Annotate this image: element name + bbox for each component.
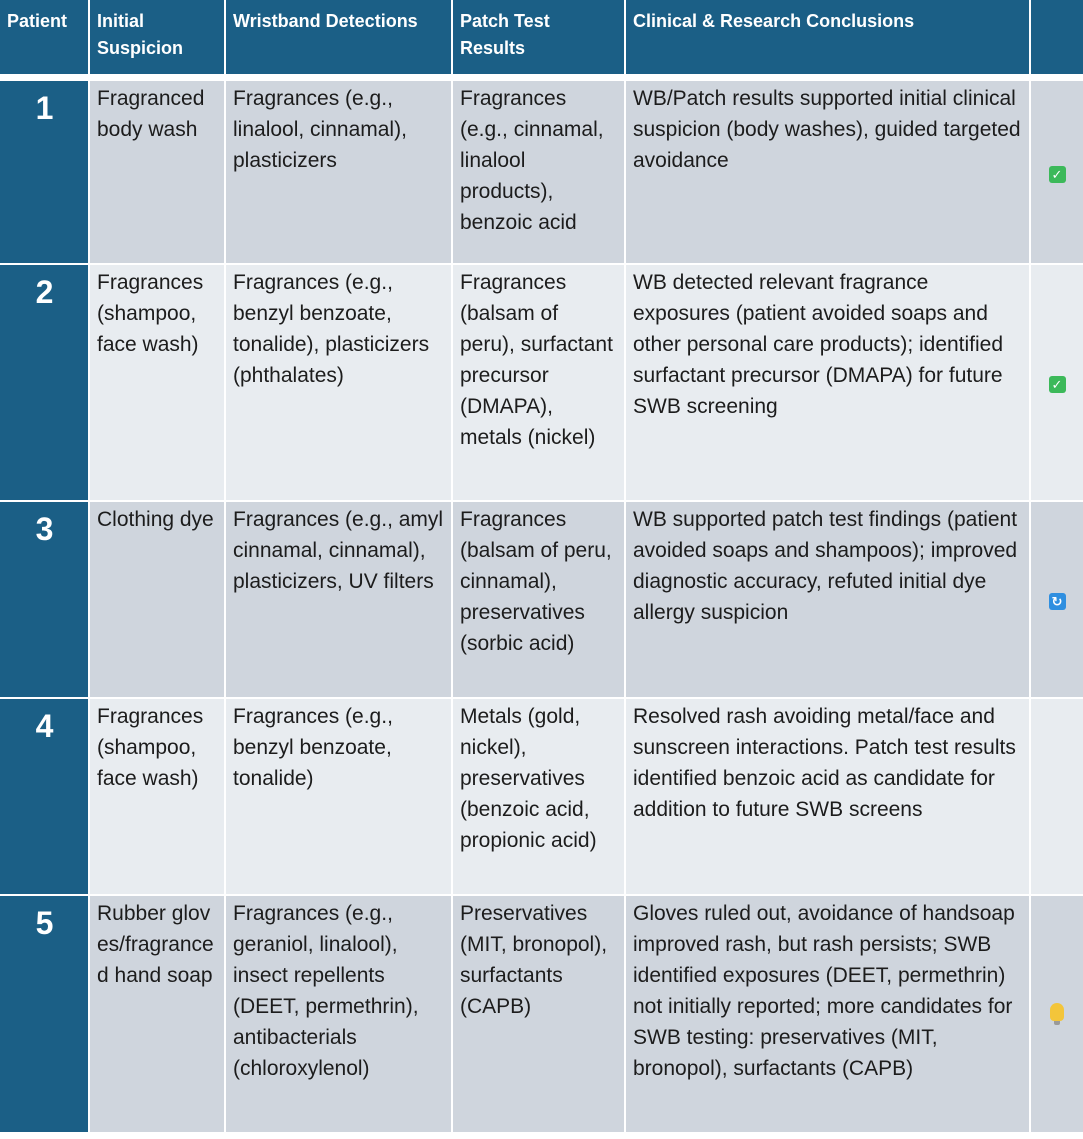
patient-number: 3 [0,502,90,699]
status-cell [1031,502,1083,699]
patch-test-cell: Metals (gold, nickel), preservatives (benzoic acid, propionic acid) [453,699,626,896]
conclusion-cell: WB/Patch results supported initial clinical suspicion (body washes), guided targeted avoidance [626,81,1031,265]
patch-test-cell: Fragrances (e.g., cinnamal, linalool products), benzoic acid [453,81,626,265]
wristband-detections-cell: Fragrances (e.g., amyl cinnamal, cinnamal), plasticizers, UV filters [226,502,453,699]
table-row [0,81,1083,265]
table-row [0,896,1083,1134]
patient-number: 1 [0,81,90,265]
patch-test-cell: Preservatives (MIT, bronopol), surfactants (CAPB) [453,896,626,1134]
initial-suspicion-cell: Rubber gloves/fragranced hand soap [90,896,226,1134]
conclusion-cell: Gloves ruled out, avoidance of handsoap improved rash, but rash persists; SWB identified exposures (DEET, permethrin) not initially reported; more candidates for SWB testing: preservatives (MIT, bronopol), surfactants (CAPB) [626,896,1031,1134]
conclusion-cell: WB detected relevant fragrance exposures (patient avoided soaps and other personal care products); identified surfactant precursor (DMAPA) for future SWB screening [626,265,1031,502]
patch-test-cell: Fragrances (balsam of peru, cinnamal), preservatives (sorbic acid) [453,502,626,699]
header-conclusions: Clinical & Research Conclusions [626,0,1031,74]
status-cell [1031,896,1083,1134]
header-initial-suspicion: Initial Suspicion [90,0,226,74]
check-mark-icon: ✓ [1049,376,1066,393]
table-header [0,0,1083,81]
initial-suspicion-cell: Fragrances (shampoo, face wash) [90,699,226,896]
wristband-detections-cell: Fragrances (e.g., linalool, cinnamal), plasticizers [226,81,453,265]
header-status [1031,0,1083,74]
wristband-detections-cell: Fragrances (e.g., benzyl benzoate, tonalide), plasticizers (phthalates) [226,265,453,502]
check-mark-icon: ✓ [1049,166,1066,183]
patient-number: 5 [0,896,90,1134]
wristband-detections-cell: Fragrances (e.g., benzyl benzoate, tonalide) [226,699,453,896]
initial-suspicion-cell: Fragrances (shampoo, face wash) [90,265,226,502]
status-cell [1031,699,1083,896]
header-patch-test-results: Patch Test Results [453,0,626,74]
initial-suspicion-cell: Clothing dye [90,502,226,699]
header-wristband-detections: Wristband Detections [226,0,453,74]
table-row [0,265,1083,502]
conclusion-cell: Resolved rash avoiding metal/face and sunscreen interactions. Patch test results identified benzoic acid as candidate for addition to future SWB screens [626,699,1031,896]
wristband-detections-cell: Fragrances (e.g., geraniol, linalool), insect repellents (DEET, permethrin), antibacterials (chloroxylenol) [226,896,453,1134]
status-cell [1031,81,1083,265]
initial-suspicion-cell: Fragranced body wash [90,81,226,265]
conclusion-cell: WB supported patch test findings (patient avoided soaps and shampoos); improved diagnostic accuracy, refuted initial dye allergy suspicion [626,502,1031,699]
lightbulb-icon [1050,1003,1064,1021]
header-patient: Patient [0,0,90,74]
patient-number: 2 [0,265,90,502]
table-row [0,699,1083,896]
table-row [0,502,1083,699]
status-cell [1031,265,1083,502]
patient-number: 4 [0,699,90,896]
refresh-icon: ↻ [1049,593,1066,610]
patch-test-cell: Fragrances (balsam of peru), surfactant precursor (DMAPA), metals (nickel) [453,265,626,502]
